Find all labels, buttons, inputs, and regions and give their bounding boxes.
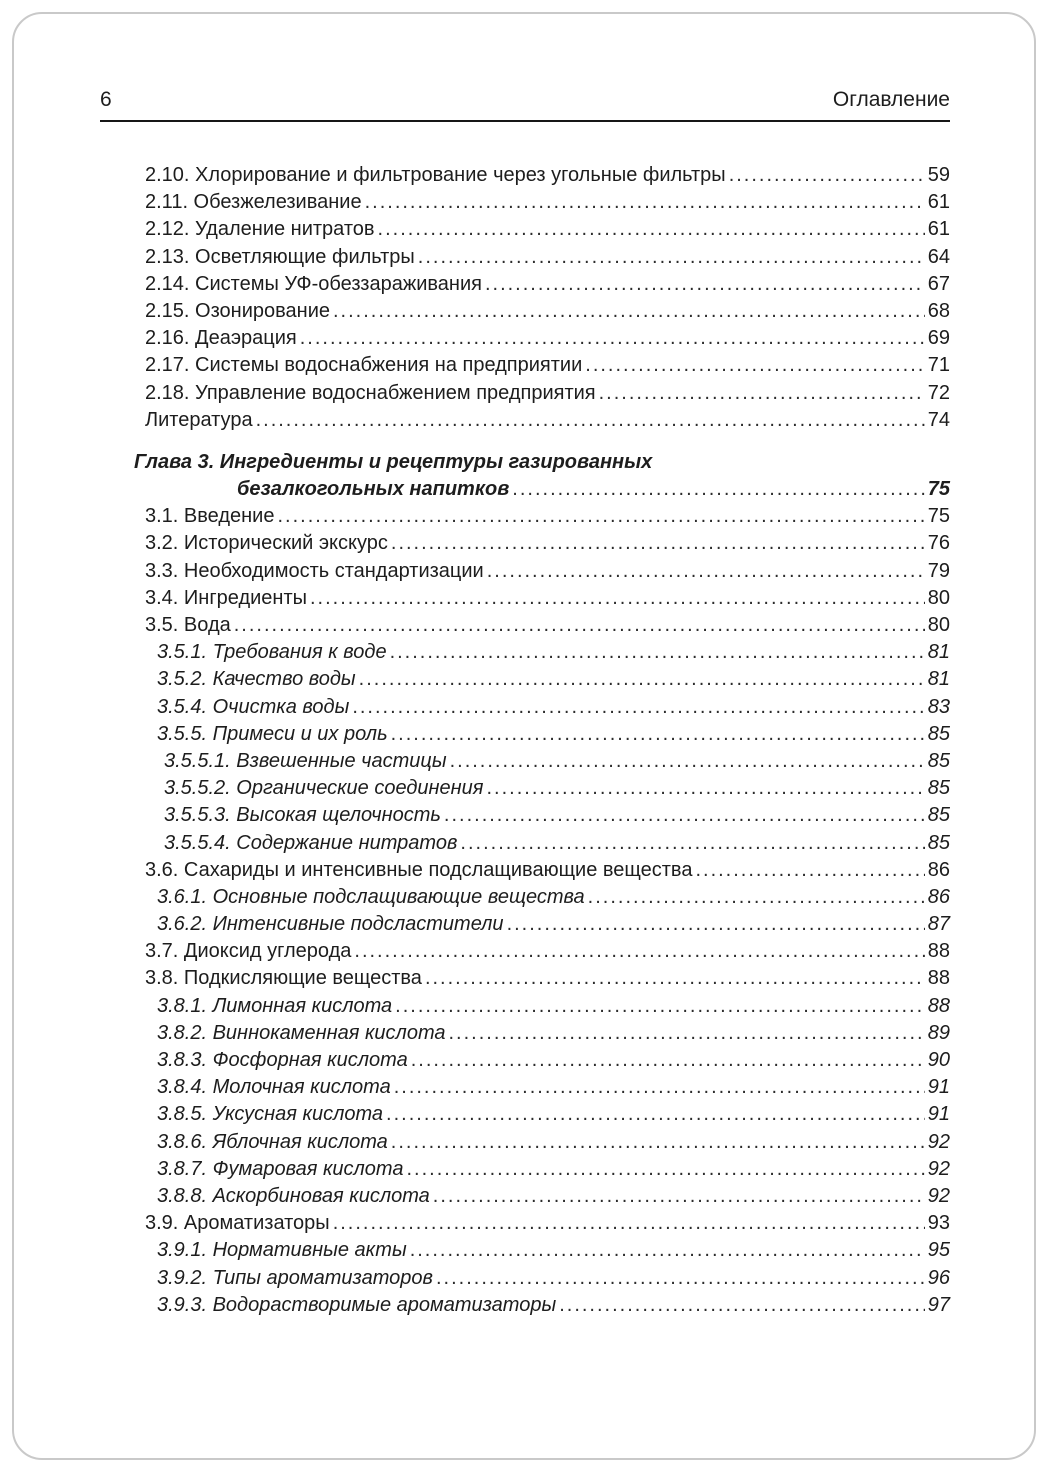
toc-entry — [100, 560, 950, 587]
toc-entry — [100, 246, 950, 273]
dot-leader — [436, 1267, 925, 1290]
toc-entry — [100, 354, 950, 381]
toc-entry-title: 3.8.3. Фосфорная кислота — [157, 1049, 408, 1071]
toc-entry — [100, 1049, 950, 1076]
toc-entry — [100, 614, 950, 641]
toc-entry-page: 68 — [927, 299, 950, 322]
dot-leader — [391, 1131, 925, 1154]
toc-entry — [100, 1022, 950, 1049]
toc-entry-page: 76 — [927, 532, 950, 555]
toc-entry — [100, 300, 950, 327]
toc-entry-title: 2.10. Хлорирование и фильтрование через угольные фильтры — [145, 164, 726, 186]
dot-leader — [507, 913, 925, 936]
dot-leader — [386, 1103, 925, 1126]
toc-entry-page: 85 — [927, 749, 950, 772]
toc-entry — [100, 859, 950, 886]
toc-entry-title: 3.5. Вода — [145, 614, 231, 636]
toc-entry-page: 86 — [927, 858, 950, 881]
page-number: 6 — [100, 88, 112, 111]
toc-entry-title: 3.2. Исторический экскурс — [145, 532, 388, 555]
dot-leader — [449, 1022, 925, 1045]
toc-entry-page: 92 — [927, 1130, 950, 1153]
toc-entry — [100, 1239, 950, 1266]
dot-leader — [234, 614, 925, 637]
toc-entry — [100, 191, 950, 218]
dot-leader — [559, 1294, 925, 1317]
toc-entry-title: 3.8.8. Аскорбиновая кислота — [157, 1184, 430, 1207]
toc-entry — [100, 451, 950, 478]
dot-leader — [391, 532, 925, 555]
toc-entry-page: 69 — [927, 327, 950, 350]
toc-entry — [100, 587, 950, 614]
header-rule — [100, 120, 950, 122]
dot-leader — [410, 1239, 925, 1262]
toc-entry-page: 88 — [927, 940, 950, 963]
dot-leader — [395, 995, 925, 1018]
toc-entry — [100, 804, 950, 831]
toc-entry-page: 74 — [927, 408, 950, 431]
header-title: Оглавление — [832, 88, 950, 111]
toc-entry — [100, 995, 950, 1022]
toc-entry-title: 3.5.2. Качество воды — [157, 668, 356, 691]
dot-leader — [394, 1076, 925, 1099]
toc-entry — [100, 505, 950, 532]
dot-leader — [390, 641, 925, 664]
toc-entry — [100, 1103, 950, 1130]
toc-entry — [100, 1294, 950, 1321]
toc-entry-page: 67 — [927, 272, 950, 295]
dot-leader — [512, 478, 924, 501]
toc-entry — [100, 273, 950, 300]
dot-leader — [486, 777, 924, 800]
toc-entry — [100, 967, 950, 994]
dot-leader — [418, 246, 925, 269]
dot-leader — [487, 560, 925, 583]
dot-leader — [450, 750, 925, 773]
page-header — [100, 88, 950, 112]
dot-leader — [359, 668, 925, 691]
toc-entry — [100, 1267, 950, 1294]
toc-entry-page: 97 — [927, 1293, 950, 1316]
dot-leader — [729, 164, 925, 187]
toc-entry — [100, 164, 950, 191]
toc-entry — [100, 532, 950, 559]
toc-entry-title: 3.9.2. Типы ароматизаторов — [157, 1266, 433, 1289]
dot-leader — [425, 967, 925, 990]
dot-leader — [406, 1158, 924, 1181]
toc-entry-page: 86 — [927, 885, 950, 908]
toc-entry — [100, 696, 950, 723]
toc-entry — [100, 723, 950, 750]
toc-entry-title: 3.8. Подкисляющие вещества — [145, 967, 422, 990]
toc-entry-page: 92 — [927, 1184, 950, 1207]
toc-entry-page: 85 — [927, 777, 950, 800]
toc-entry-page: 83 — [927, 695, 950, 718]
dot-leader — [300, 327, 925, 350]
toc-entry-page: 81 — [927, 641, 950, 664]
toc-entry-page: 80 — [927, 614, 950, 636]
toc-entry-title: 3.6. Сахариды и интенсивные подслащивающие вещества — [145, 858, 693, 881]
dot-leader — [599, 382, 925, 405]
toc-entry — [100, 913, 950, 940]
toc-entry-title: 3.9. Ароматизаторы — [145, 1212, 330, 1235]
toc-entry-title: 3.8.1. Лимонная кислота — [157, 994, 393, 1017]
toc-entry-page: 80 — [927, 586, 950, 609]
toc-entry-title: 3.5.5.4. Содержание нитратов — [164, 831, 458, 854]
toc-entry — [100, 1185, 950, 1212]
toc-list — [100, 164, 950, 1321]
dot-leader — [695, 859, 924, 882]
dot-leader — [378, 218, 925, 241]
toc-entry — [100, 777, 950, 804]
toc-entry-title: 3.5.4. Очистка воды — [157, 695, 350, 718]
toc-entry-page: 85 — [927, 804, 950, 827]
dot-leader — [411, 1049, 925, 1072]
toc-entry-page: 95 — [927, 1239, 950, 1262]
dot-leader — [444, 804, 925, 827]
toc-entry-title: 3.4. Ингредиенты — [145, 586, 307, 609]
toc-entry-page: 72 — [927, 381, 950, 404]
toc-entry — [100, 327, 950, 354]
toc-entry-page: 61 — [927, 191, 950, 214]
toc-entry — [100, 668, 950, 695]
toc-entry-page: 89 — [927, 1021, 950, 1044]
dot-leader — [433, 1185, 925, 1208]
toc-entry-title: 2.17. Системы водоснабжения на предприятии — [145, 354, 583, 377]
toc-entry-title: 2.15. Озонирование — [145, 299, 330, 322]
toc-entry-page: 75 — [927, 505, 950, 528]
dot-leader — [354, 940, 924, 963]
toc-entry-page: 64 — [927, 245, 950, 268]
dot-leader — [485, 273, 925, 296]
toc-entry-page: 71 — [927, 354, 950, 377]
dot-leader — [391, 723, 925, 746]
toc-entry-title: 3.6.1. Основные подслащивающие вещества — [157, 885, 585, 908]
toc-entry-page: 85 — [927, 831, 950, 854]
toc-entry-title: 3.5.5. Примеси и их роль — [157, 722, 388, 745]
toc-entry-title: 2.18. Управление водоснабжением предприятия — [145, 381, 596, 404]
toc-entry-title: 3.8.2. Виннокаменная кислота — [157, 1021, 446, 1044]
toc-entry-page: 90 — [927, 1049, 950, 1071]
dot-leader — [352, 696, 924, 719]
toc-entry-title: 3.3. Необходимость стандартизации — [145, 559, 484, 582]
toc-entry-page: 85 — [927, 722, 950, 745]
toc-entry — [100, 832, 950, 859]
toc-entry-title: 3.6.2. Интенсивные подсластители — [157, 913, 504, 936]
toc-entry-title: 3.5.5.1. Взвешенные частицы — [164, 749, 447, 772]
toc-entry-page: 93 — [927, 1212, 950, 1235]
toc-entry-page: 96 — [927, 1266, 950, 1289]
toc-entry-page: 75 — [927, 478, 950, 501]
toc-entry — [100, 940, 950, 967]
toc-entry-title: 2.14. Системы УФ-обеззараживания — [145, 272, 482, 295]
toc-entry-title: 3.8.7. Фумаровая кислота — [157, 1157, 404, 1180]
dot-leader — [333, 1212, 925, 1235]
dot-leader — [277, 505, 924, 528]
toc-entry-page: 59 — [927, 164, 950, 186]
toc-entry-title: 3.8.5. Уксусная кислота — [157, 1103, 384, 1126]
toc-entry-title: 3.8.4. Молочная кислота — [157, 1076, 391, 1099]
toc-entry — [100, 1158, 950, 1185]
dot-leader — [365, 191, 925, 214]
toc-entry-title: 3.9.3. Водорастворимые ароматизаторы — [157, 1293, 557, 1316]
toc-entry — [100, 1131, 950, 1158]
toc-entry — [100, 1076, 950, 1103]
toc-entry-title: 3.7. Диоксид углерода — [145, 940, 352, 963]
toc-entry — [100, 218, 950, 245]
dot-leader — [585, 354, 924, 377]
toc-entry-title: 3.5.1. Требования к воде — [157, 641, 387, 664]
toc-entry-title: 3.5.5.2. Органические соединения — [164, 777, 484, 800]
dot-leader — [256, 409, 925, 432]
toc-entry-page: 88 — [927, 994, 950, 1017]
toc-entry-title: 2.13. Осветляющие фильтры — [145, 245, 415, 268]
toc-entry-page: 61 — [927, 218, 950, 241]
toc-entry-title: безалкогольных напитков — [237, 478, 510, 501]
toc-entry-page: 79 — [927, 559, 950, 582]
toc-entry-title: 2.12. Удаление нитратов — [145, 218, 375, 241]
toc-entry-page: 81 — [927, 668, 950, 691]
toc-entry-page: 91 — [927, 1076, 950, 1099]
toc-entry-title: 3.1. Введение — [145, 505, 275, 528]
toc-entry — [100, 1212, 950, 1239]
toc-entry-title: 3.9.1. Нормативные акты — [157, 1239, 407, 1262]
toc-entry — [100, 478, 950, 505]
toc-entry-page: 91 — [927, 1103, 950, 1126]
toc-entry — [100, 409, 950, 436]
toc-entry — [100, 886, 950, 913]
toc-entry — [100, 382, 950, 409]
toc-entry-title: 2.16. Деаэрация — [145, 327, 297, 350]
toc-entry-title: 3.5.5.3. Высокая щелочность — [164, 804, 441, 827]
dot-leader — [460, 832, 924, 855]
toc-entry-title: Литература — [145, 408, 253, 431]
dot-leader — [588, 886, 925, 909]
dot-leader — [310, 587, 925, 610]
toc-entry-title: Глава 3. Ингредиенты и рецептуры газированных — [134, 450, 653, 473]
toc-entry-page: 92 — [927, 1157, 950, 1180]
toc-entry-title: 3.8.6. Яблочная кислота — [157, 1130, 388, 1153]
toc-entry — [100, 641, 950, 668]
toc-entry-page: 88 — [927, 967, 950, 990]
dot-leader — [333, 300, 925, 323]
toc-entry-title: 2.11. Обезжелезивание — [145, 191, 362, 214]
toc-entry-page: 87 — [927, 913, 950, 936]
toc-entry — [100, 750, 950, 777]
